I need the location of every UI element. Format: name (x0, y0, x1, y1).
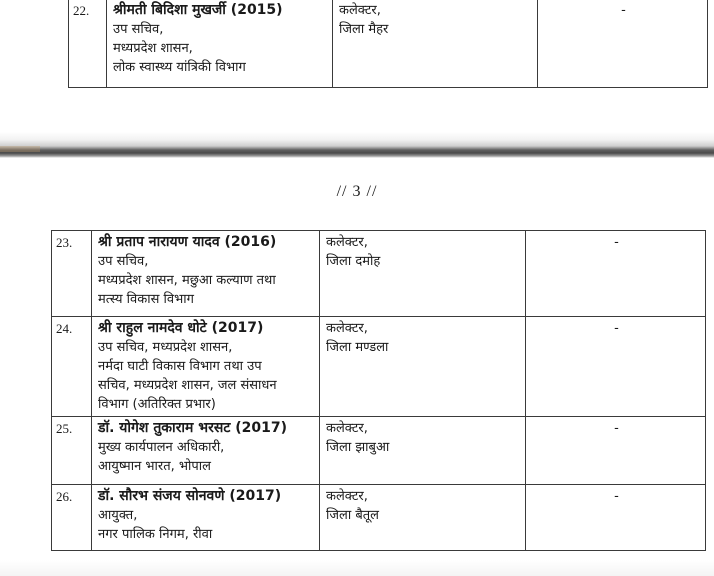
page-break-edge (0, 132, 714, 158)
officer-name: श्रीमती बिदिशा मुखर्जी (2015) (113, 2, 283, 18)
posting-line: जिला दमोह (326, 254, 381, 269)
current-post-line: उप सचिव, (98, 254, 149, 269)
table-row (52, 317, 706, 417)
table-row (69, 0, 708, 88)
new-posting-cell (333, 0, 538, 88)
posting-line: जिला मण्डला (326, 340, 389, 355)
page-number: // 3 // (336, 183, 378, 200)
serial-number: 22. (69, 0, 107, 88)
current-post-line: आयुक्त, (98, 508, 138, 523)
current-post-line: मध्यप्रदेश शासन, (113, 41, 193, 56)
previous-page-fragment (0, 0, 714, 132)
posting-line: जिला बैतूल (326, 508, 379, 523)
current-post-line: उप सचिव, मध्यप्रदेश शासन, (98, 340, 233, 355)
remark-cell: - (526, 231, 706, 317)
current-post-line: मत्स्य विकास विभाग (98, 292, 194, 307)
current-post-line: नगर पालिक निगम, रीवा (98, 527, 213, 542)
officer-cell (92, 317, 320, 417)
remark-cell: - (538, 0, 708, 88)
posting-line: कलेक्टर, (326, 489, 368, 504)
posting-line: जिला मैहर (339, 22, 389, 37)
page-edge-tint (0, 146, 40, 152)
new-posting-cell (320, 417, 526, 485)
current-post-line: लोक स्वास्थ्य यांत्रिकी विभाग (113, 60, 246, 75)
current-post-line: मध्यप्रदेश शासन, मछुआ कल्याण तथा (98, 273, 276, 288)
table-row (52, 485, 706, 551)
current-post-line: नर्मदा घाटी विकास विभाग तथा उप (98, 359, 262, 374)
new-posting-cell (320, 317, 526, 417)
serial-number: 24. (52, 317, 92, 417)
officer-cell (92, 417, 320, 485)
current-post-line: उप सचिव, (113, 22, 164, 37)
scan-shadow (0, 560, 714, 576)
current-post-line: मुख्य कार्यपालन अधिकारी, (98, 440, 225, 455)
officer-name: श्री राहुल नामदेव धोटे (2017) (98, 320, 264, 336)
posting-line: कलेक्टर, (326, 321, 368, 336)
posting-table (51, 230, 706, 551)
remark-cell: - (526, 317, 706, 417)
officer-cell (92, 231, 320, 317)
serial-number: 26. (52, 485, 92, 551)
officer-cell (107, 0, 333, 88)
current-post-line: सचिव, मध्यप्रदेश शासन, जल संसाधन (98, 378, 277, 393)
posting-line: कलेक्टर, (339, 3, 381, 18)
current-post-line: आयुष्मान भारत, भोपाल (98, 459, 211, 474)
new-posting-cell (320, 231, 526, 317)
new-posting-cell (320, 485, 526, 551)
officer-name: डॉ. सौरभ संजय सोनवणे (2017) (98, 488, 282, 504)
posting-line: कलेक्टर, (326, 235, 368, 250)
current-post-line: विभाग (अतिरिक्त प्रभार) (98, 397, 216, 412)
officer-name: डॉ. योगेश तुकाराम भरसट (2017) (98, 420, 288, 436)
serial-number: 23. (52, 231, 92, 317)
remark-cell: - (526, 485, 706, 551)
posting-line: कलेक्टर, (326, 421, 368, 436)
remark-cell: - (526, 417, 706, 485)
table-row (52, 231, 706, 317)
officer-name: श्री प्रताप नारायण यादव (2016) (98, 234, 277, 250)
posting-line: जिला झाबुआ (326, 440, 390, 455)
table-row (52, 417, 706, 485)
officer-cell (92, 485, 320, 551)
posting-table-top (68, 0, 708, 88)
serial-number: 25. (52, 417, 92, 485)
